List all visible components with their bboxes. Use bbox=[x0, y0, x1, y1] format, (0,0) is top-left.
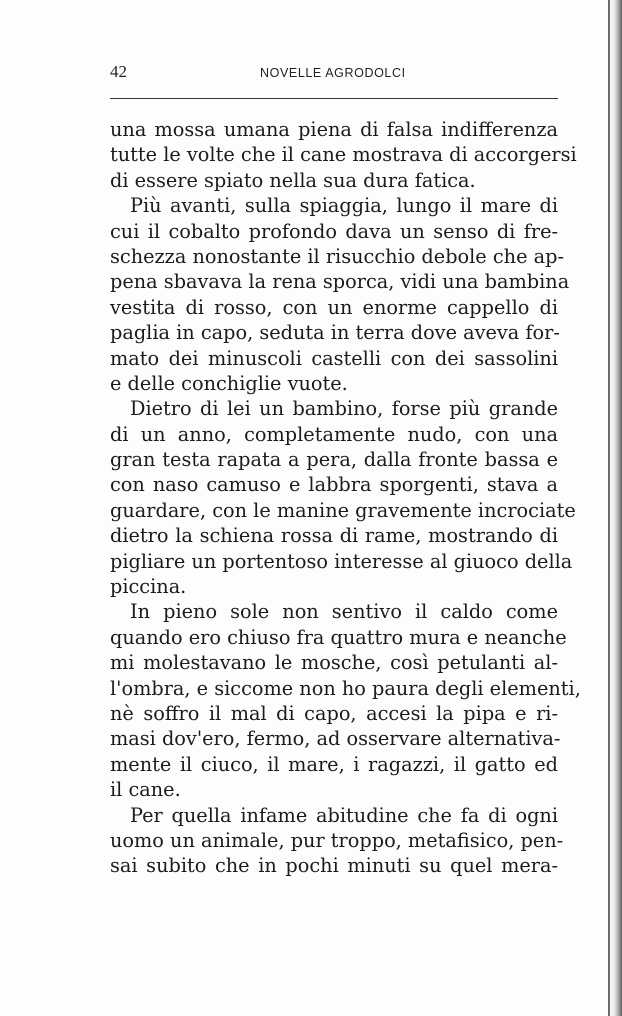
text-line: l'ombra, e siccome non ho paura degli elementi, bbox=[110, 676, 581, 700]
page-number: 42 bbox=[110, 62, 127, 81]
running-title: NOVELLE AGRODOLCI bbox=[260, 66, 406, 80]
text-line: masi dov'ero, fermo, ad osservare alternativa- bbox=[110, 727, 561, 751]
text-line: di essere spiato nella sua dura fatica. bbox=[110, 168, 476, 192]
text-line: pigliare un portentoso interesse al giuoco della bbox=[110, 549, 573, 573]
body-text bbox=[110, 117, 581, 879]
text-line: dietro la schiena rossa di rame, mostrando di bbox=[110, 524, 558, 548]
page-header bbox=[110, 60, 558, 86]
header-rule bbox=[110, 98, 558, 99]
text-line: Più avanti, sulla spiaggia, lungo il mare di bbox=[130, 194, 558, 218]
text-line: Per quella infame abitudine che fa di ogni bbox=[130, 803, 558, 827]
text-line: mato dei minuscoli castelli con dei sassolini bbox=[110, 346, 558, 370]
page-edge-line bbox=[608, 0, 610, 1016]
text-line: nè soffro il mal di capo, accesi la pipa e ri- bbox=[110, 701, 558, 725]
text-line: paglia in capo, seduta in terra dove aveva for- bbox=[110, 321, 560, 345]
text-line: gran testa rapata a pera, dalla fronte bassa e bbox=[110, 448, 558, 472]
text-line: uomo un animale, pur troppo, metafisico, pen- bbox=[110, 828, 564, 852]
text-line: schezza nonostante il risucchio debole che ap- bbox=[110, 244, 564, 268]
text-line: mi molestavano le mosche, così petulanti al- bbox=[110, 651, 558, 675]
text-line: guardare, con le manine gravemente incrociate bbox=[110, 498, 576, 522]
text-line: vestita di rosso, con un enorme cappello di bbox=[110, 295, 558, 319]
page-edge-shadow bbox=[608, 0, 622, 1016]
text-line: e delle conchiglie vuote. bbox=[110, 371, 348, 395]
text-line: sai subito che in pochi minuti su quel mera- bbox=[110, 854, 558, 878]
text-line: con naso camuso e labbra sporgenti, stava a bbox=[110, 473, 558, 497]
text-line: quando ero chiuso fra quattro mura e neanche bbox=[110, 625, 567, 649]
text-line: In pieno sole non sentivo il caldo come bbox=[130, 600, 558, 624]
text-line: il cane. bbox=[110, 778, 181, 802]
text-line: Dietro di lei un bambino, forse più grande bbox=[130, 397, 558, 421]
text-line: una mossa umana piena di falsa indifferenza bbox=[110, 118, 558, 141]
text-line: tutte le volte che il cane mostrava di accorgersi bbox=[110, 143, 577, 167]
text-line: piccina. bbox=[110, 575, 187, 599]
text-line: mente il ciuco, il mare, i ragazzi, il gatto ed bbox=[110, 752, 558, 776]
text-line: pena sbavava la rena sporca, vidi una bambina bbox=[110, 270, 570, 294]
text-line: cui il cobalto profondo dava un senso di fre- bbox=[110, 219, 558, 243]
text-line: di un anno, completamente nudo, con una bbox=[110, 422, 558, 446]
